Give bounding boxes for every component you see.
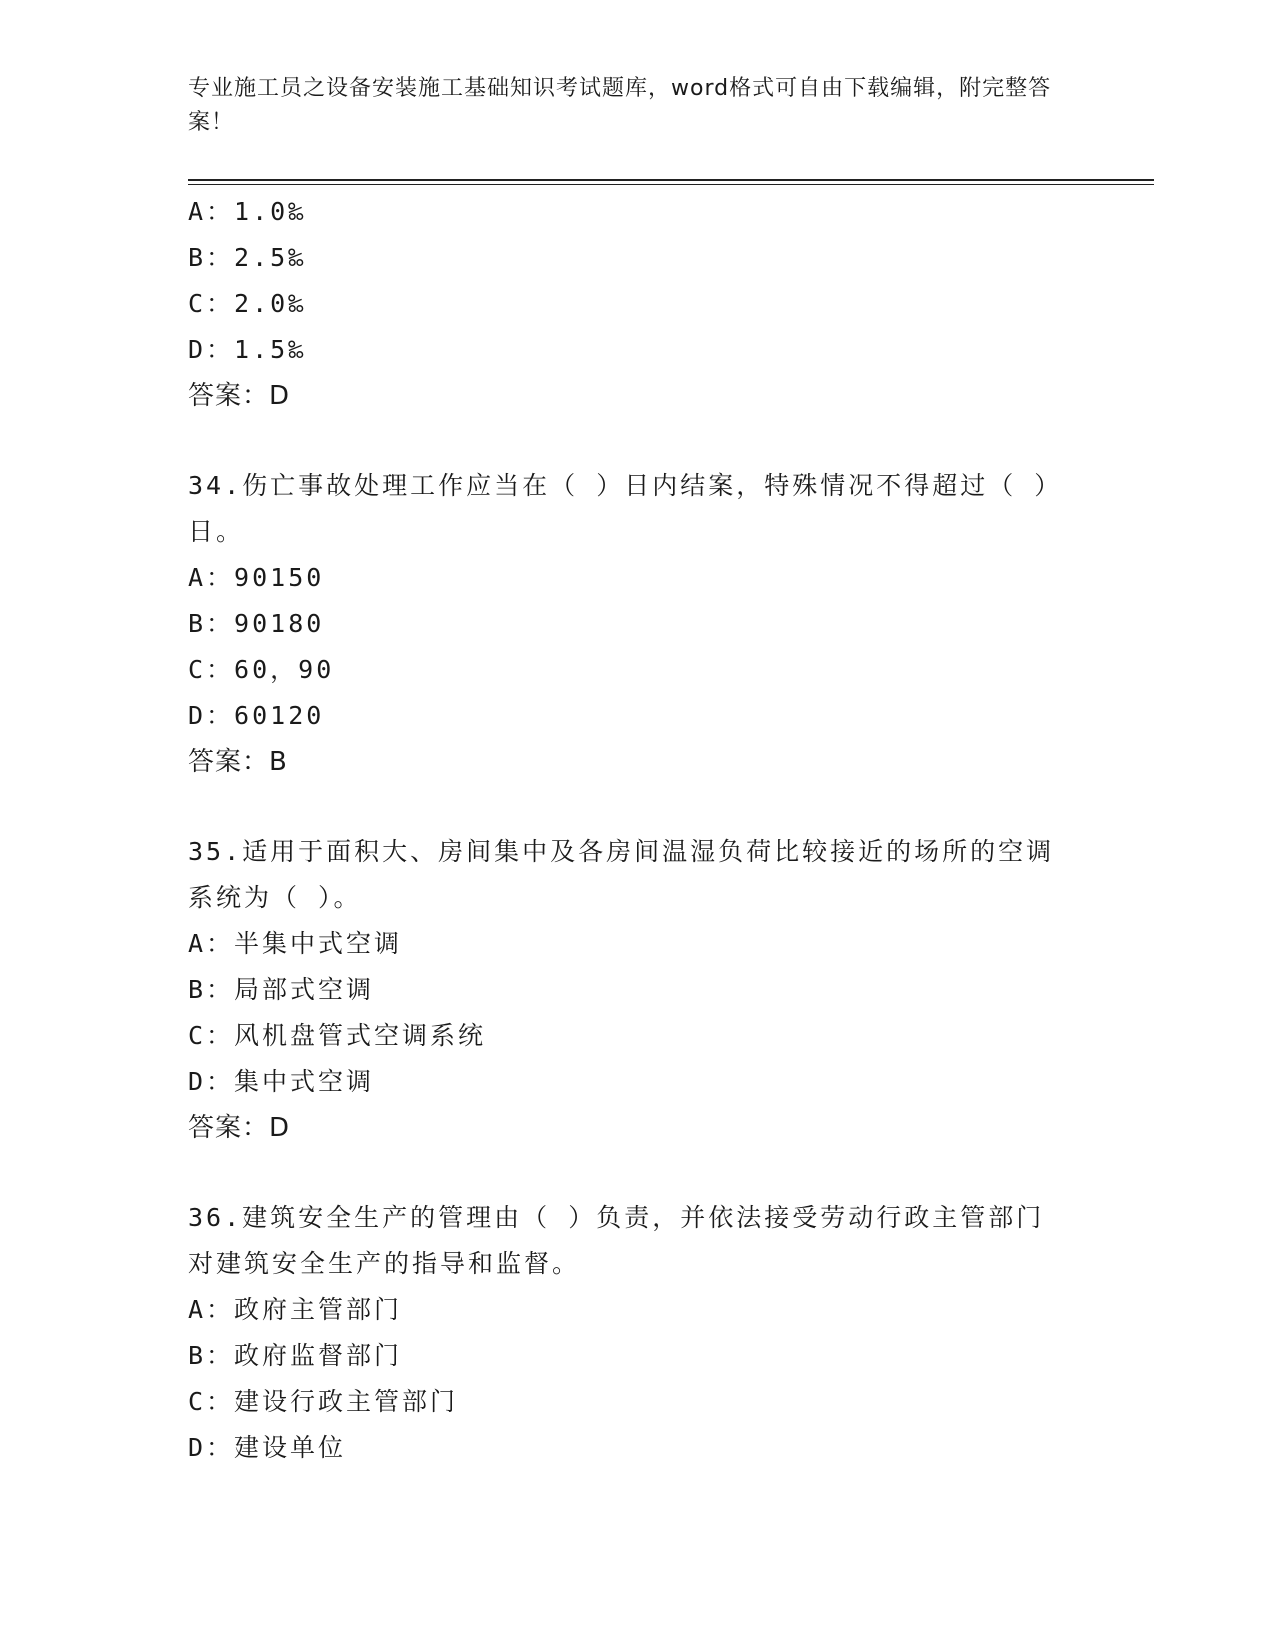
- option-b: B：2.5‰: [188, 243, 307, 272]
- question-stem: 34.伤亡事故处理工作应当在（ ）日内结案，特殊情况不得超过（ ）日。: [188, 471, 1063, 546]
- option-b: B：90180: [188, 609, 325, 638]
- document-header: 专业施工员之设备安装施工基础知识考试题库，word格式可自由下载编辑，附完整答案！: [188, 76, 1052, 135]
- question-stem: 36.建筑安全生产的管理由（ ）负责，并依法接受劳动行政主管部门对建筑安全生产的指导和监督。: [188, 1203, 1045, 1278]
- header-divider-thin: [188, 184, 1154, 185]
- option-c: C：60，90: [188, 655, 335, 684]
- question-35-block: [188, 829, 1088, 1151]
- option-d: D：1.5‰: [188, 335, 307, 364]
- question-34-block: [188, 463, 1088, 785]
- option-a: A：90150: [188, 563, 325, 592]
- option-a: A：1.0‰: [188, 197, 307, 226]
- question-33-block: [188, 189, 1088, 419]
- option-c: C：风机盘管式空调系统: [188, 1021, 487, 1050]
- option-d: D：建设单位: [188, 1433, 347, 1462]
- option-a: A：政府主管部门: [188, 1295, 403, 1324]
- question-content: [188, 189, 1088, 1471]
- header-divider-thick: [188, 179, 1154, 181]
- option-d: D：60120: [188, 701, 325, 730]
- option-c: C：2.0‰: [188, 289, 307, 318]
- option-b: B：政府监督部门: [188, 1341, 403, 1370]
- answer-line: 答案：D: [188, 1113, 291, 1143]
- option-d: D：集中式空调: [188, 1067, 375, 1096]
- question-stem: 35.适用于面积大、房间集中及各房间温湿负荷比较接近的场所的空调系统为（ ）。: [188, 837, 1055, 912]
- question-36-block: [188, 1195, 1088, 1471]
- answer-line: 答案：D: [188, 381, 291, 411]
- answer-line: 答案：B: [188, 747, 288, 777]
- option-c: C：建设行政主管部门: [188, 1387, 459, 1416]
- option-b: B：局部式空调: [188, 975, 375, 1004]
- option-a: A：半集中式空调: [188, 929, 403, 958]
